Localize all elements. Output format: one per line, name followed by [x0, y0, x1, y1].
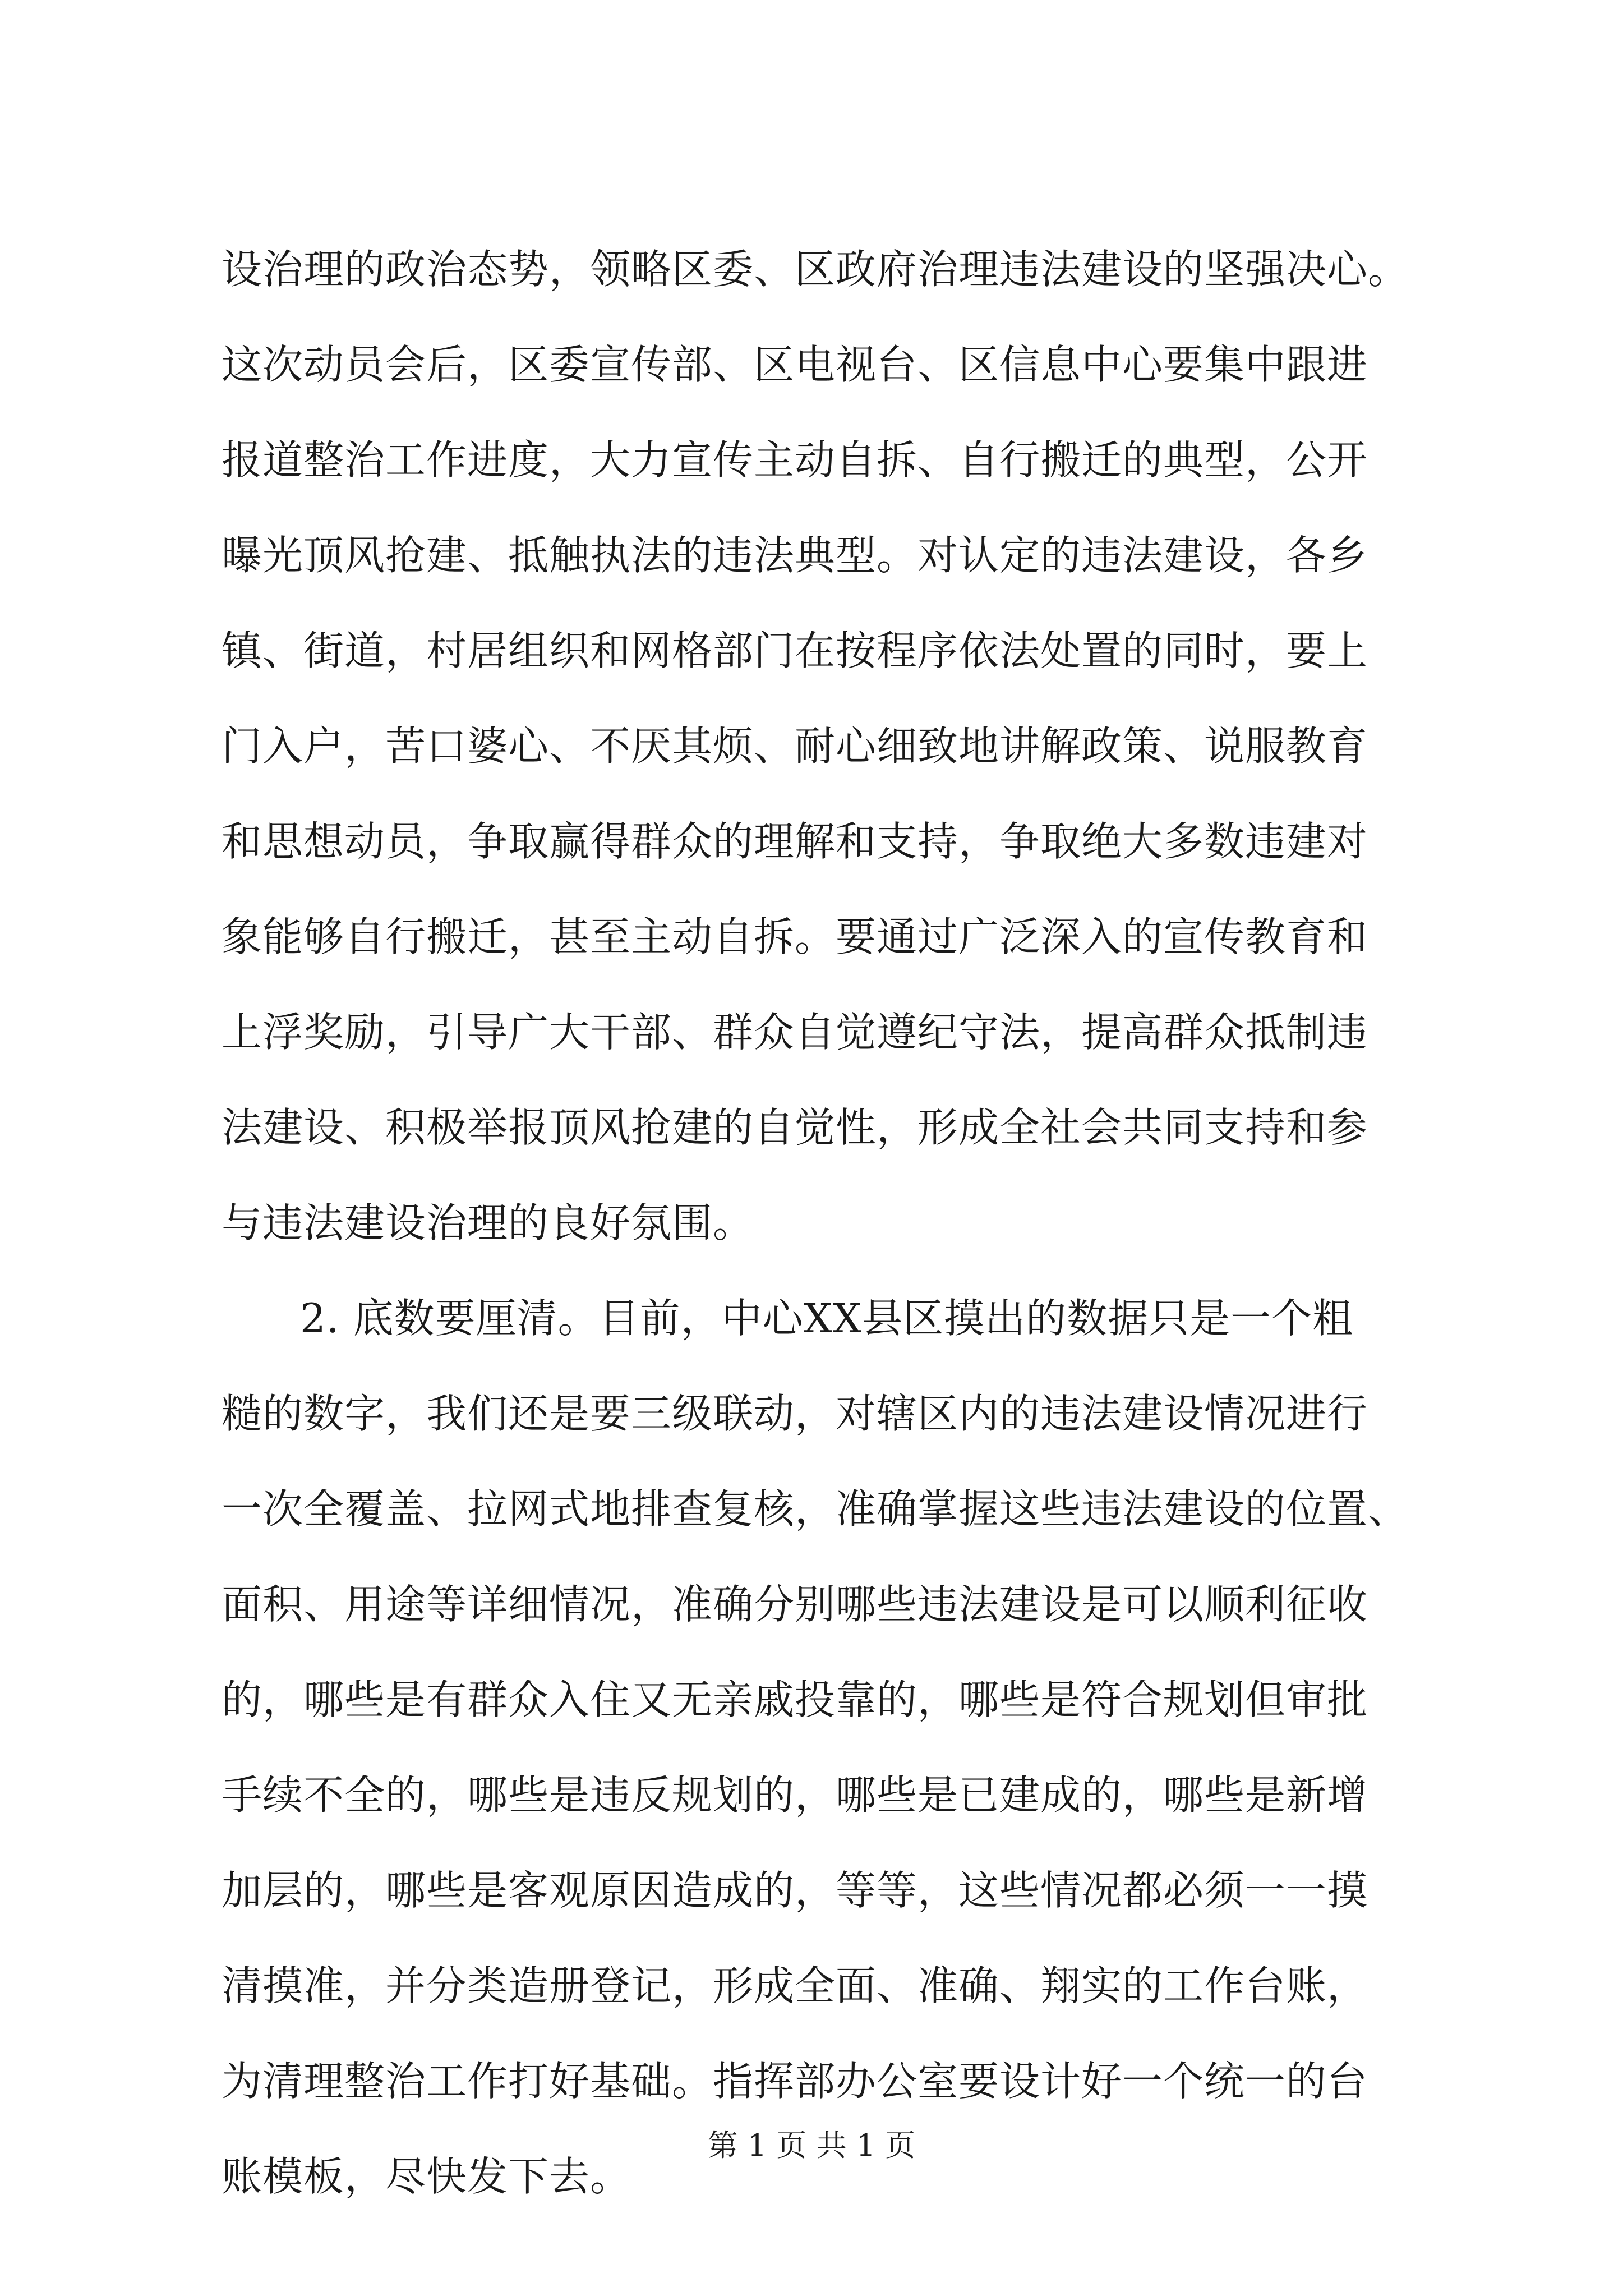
text-line: 手续不全的，哪些是违反规划的，哪些是已建成的，哪些是新增	[222, 1772, 1368, 1819]
page-number-footer: 第 1 页 共 1 页	[707, 2128, 916, 2163]
text-line: 镇、街道，村居组织和网格部门在按程序依法处置的同时，要上	[222, 627, 1368, 674]
text-line: 和思想动员，争取赢得群众的理解和支持，争取绝大多数违建对	[222, 818, 1368, 865]
paragraph-2	[222, 1290, 1427, 2244]
text-line: 一次全覆盖、拉网式地排查复核，准确掌握这些违法建设的位置、	[222, 1485, 1409, 1533]
text-line: 设治理的政治态势，领略区委、区政府治理违法建设的坚强决心。	[222, 246, 1409, 293]
text-line: 2. 底数要厘清。目前，中心XX县区摸出的数据只是一个粗	[300, 1295, 1354, 1342]
text-line: 与违法建设治理的良好氛围。	[222, 1199, 754, 1246]
text-line: 曝光顶风抢建、抵触执法的违法典型。对认定的违法建设，各乡	[222, 532, 1368, 579]
paragraph-1	[222, 241, 1427, 1290]
text-line: 账模板，尽快发下去。	[222, 2153, 631, 2200]
text-line: 象能够自行搬迁，甚至主动自拆。要通过广泛深入的宣传教育和	[222, 913, 1368, 960]
text-line: 这次动员会后，区委宣传部、区电视台、区信息中心要集中跟进	[222, 341, 1368, 388]
document-body	[222, 241, 1427, 2244]
text-line: 糙的数字，我们还是要三级联动，对辖区内的违法建设情况进行	[222, 1390, 1368, 1437]
text-line: 清摸准，并分类造册登记，形成全面、准确、翔实的工作台账，	[222, 1962, 1368, 2009]
text-line: 上浮奖励，引导广大干部、群众自觉遵纪守法，提高群众抵制违	[222, 1009, 1368, 1056]
text-line: 加层的，哪些是客观原因造成的，等等，这些情况都必须一一摸	[222, 1867, 1368, 1914]
text-line: 的，哪些是有群众入住又无亲戚投靠的，哪些是符合规划但审批	[222, 1676, 1368, 1723]
text-line: 法建设、积极举报顶风抢建的自觉性，形成全社会共同支持和参	[222, 1104, 1368, 1151]
text-line: 报道整治工作进度，大力宣传主动自拆、自行搬迁的典型，公开	[222, 436, 1368, 484]
text-line: 为清理整治工作打好基础。指挥部办公室要设计好一个统一的台	[222, 2058, 1368, 2105]
text-line: 门入户，苦口婆心、不厌其烦、耐心细致地讲解政策、说服教育	[222, 723, 1368, 770]
text-line: 面积、用途等详细情况，准确分别哪些违法建设是可以顺利征收	[222, 1581, 1368, 1628]
